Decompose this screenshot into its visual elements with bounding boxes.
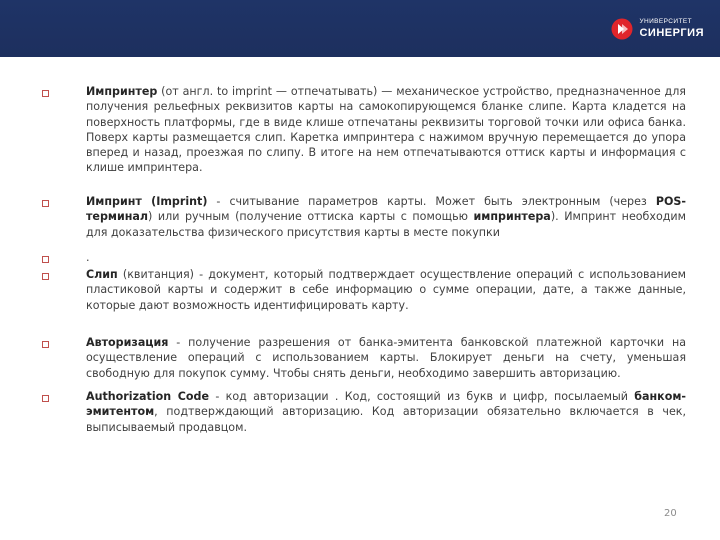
bullet-icon <box>42 200 49 207</box>
definition-part: - код авторизации . Код, состоящий из букв и цифр, посылаемый <box>209 390 635 403</box>
bullet-icon <box>42 256 49 263</box>
definition-part: , подтверждающий авторизацию. Код авторизации обязательно включается в чек, выписываемый продавцом. <box>86 405 686 434</box>
bullet-icon <box>42 273 49 280</box>
item-text <box>86 335 686 381</box>
item-text: . <box>86 251 90 264</box>
term: Импринтер <box>86 85 158 98</box>
term: Импринт (Imprint) <box>86 195 208 208</box>
term-issuer-bank: банком-эмитентом <box>86 390 686 419</box>
item-text <box>86 84 686 176</box>
synergy-logo-icon <box>611 18 633 40</box>
term: Авторизация <box>86 336 169 349</box>
bullet-icon <box>42 395 49 402</box>
definition: (квитанция) - документ, который подтверждает осуществление операций с использованием пластиковой карты и содержит в себе информацию о сумме операции, дате, а также данные, которые дают возможность идентифицировать карту. <box>86 268 686 312</box>
term-imprinter: импринтера <box>473 210 551 224</box>
term-pos: POS-терминал <box>86 195 686 224</box>
logo-text-top: УНИВЕРСИТЕТ <box>639 18 692 26</box>
definition-part: - считывание параметров карты. Может быть электронным (через <box>207 195 656 208</box>
definition-part: ) или ручным (получение оттиска карты с помощью <box>148 210 474 224</box>
term: Слип <box>86 268 118 281</box>
definition-part: ). Импринт необходим для доказательства физического присутствия карты в месте покупки <box>86 210 686 239</box>
synergy-logo <box>611 14 704 44</box>
logo-text-bottom: СИНЕРГИЯ <box>639 26 704 39</box>
item-text <box>86 389 686 435</box>
bullet-icon <box>42 90 49 97</box>
definition: (от англ. to imprint — отпечатывать) — механическое устройство, предназначенное для получения рельефных реквизитов карты на самокопирующемся бланке слипе. Карта кладется на поверхность платформы, где в виде клише отпечатаны реквизиты торговой точки или офиса банка. Поверх карты размещается слип. Каретка импринтера с нажимом вручную перемещается до упора вперед и назад, проезжая по слипу. В итоге на нем отпечатываются оттиск карты и информация с клише импринтера. <box>86 85 686 175</box>
item-text <box>86 194 686 240</box>
page-number: 20 <box>664 508 677 519</box>
definition: - получение разрешения от банка-эмитента банковской платежной карточки на осуществление операций с использованием карты. Блокирует деньги на счету, уменьшая свободную для покупок сумму. Чтобы снять деньги, необходимо завершить авторизацию. <box>86 336 686 380</box>
header-bar <box>0 0 720 57</box>
term: Authorization Code <box>86 390 210 403</box>
bullet-icon <box>42 341 49 348</box>
item-text <box>86 267 686 313</box>
